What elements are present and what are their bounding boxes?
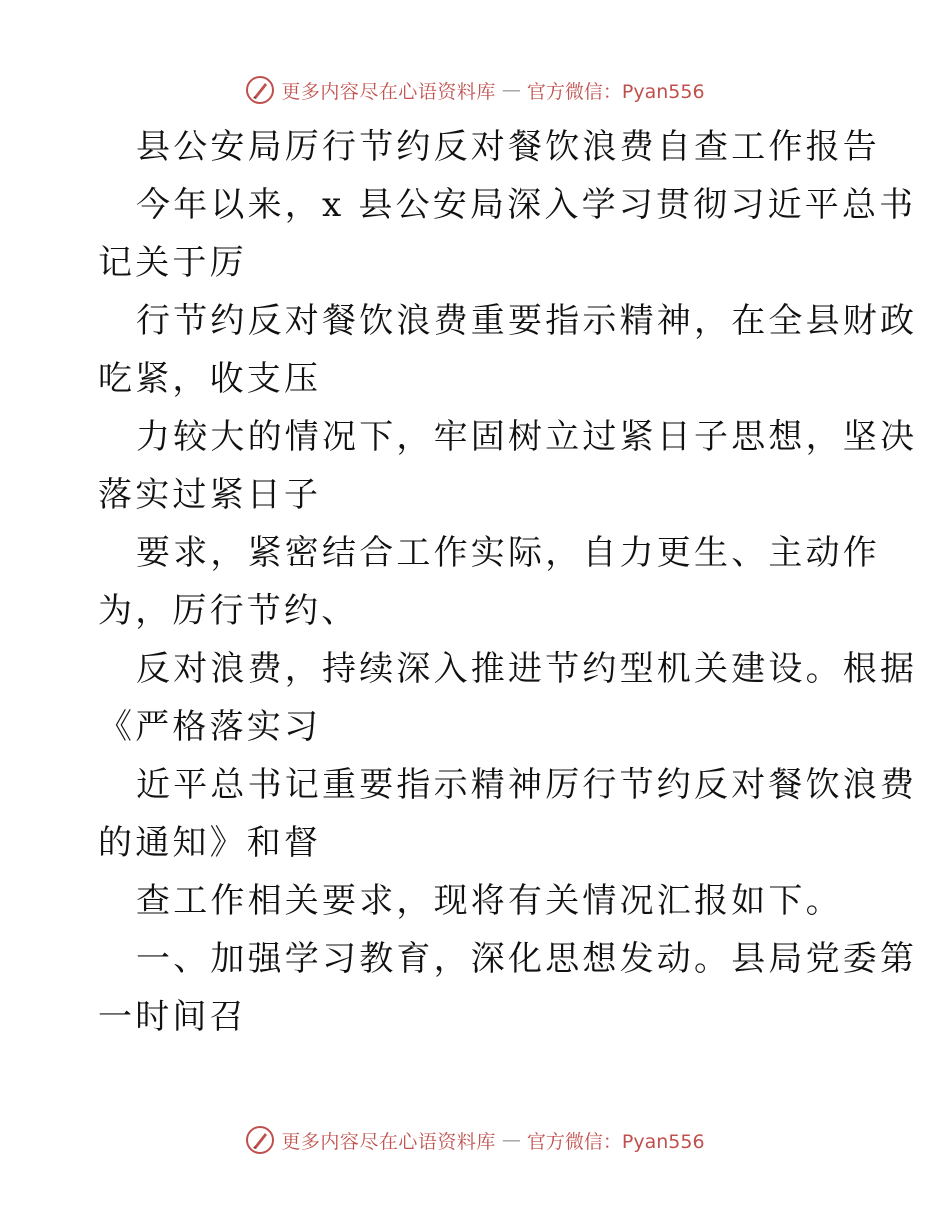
text-line: 查工作相关要求，现将有关情况汇报如下。 [136, 881, 843, 921]
text-line: 行节约反对餐饮浪费重要指示精神，在全县财政 [136, 301, 918, 341]
watermark-text: 更多内容尽在心语资料库 [281, 1130, 496, 1153]
text-line: 吃紧，收支压 [98, 359, 322, 399]
text-line: 记关于厉 [98, 243, 247, 283]
header-watermark [0, 70, 950, 110]
document-title: 县公安局厉行节约反对餐饮浪费自查工作报告 [136, 127, 880, 167]
watermark-wechat: 官方微信：Pyan556 [526, 80, 705, 103]
section-heading-line: 一、加强学习教育，深化思想发动。县局党委第 [136, 939, 918, 979]
text-line: 的通知》和督 [98, 823, 322, 863]
watermark-dash: — [501, 1129, 521, 1151]
footer-watermark [0, 1120, 950, 1160]
watermark-wechat: 官方微信：Pyan556 [526, 1130, 705, 1153]
quill-pen-logo-icon [245, 1125, 275, 1155]
text-line: 今年以来，x 县公安局深入学习贯彻习近平总书 [136, 185, 917, 225]
document-body [98, 118, 918, 1046]
quill-pen-logo-icon [245, 75, 275, 105]
text-line: 落实过紧日子 [98, 475, 322, 515]
text-line: 反对浪费，持续深入推进节约型机关建设。根据 [136, 649, 918, 689]
text-line: 为，厉行节约、 [98, 591, 359, 631]
text-line: 要求，紧密结合工作实际，自力更生、主动作 [136, 533, 880, 573]
text-line: 近平总书记重要指示精神厉行节约反对餐饮浪费 [136, 765, 918, 805]
text-line: 一时间召 [98, 997, 247, 1037]
watermark-dash: — [501, 79, 521, 101]
watermark-text: 更多内容尽在心语资料库 [281, 80, 496, 103]
text-line: 力较大的情况下，牢固树立过紧日子思想，坚决 [136, 417, 918, 457]
text-line: 《严格落实习 [98, 707, 322, 747]
